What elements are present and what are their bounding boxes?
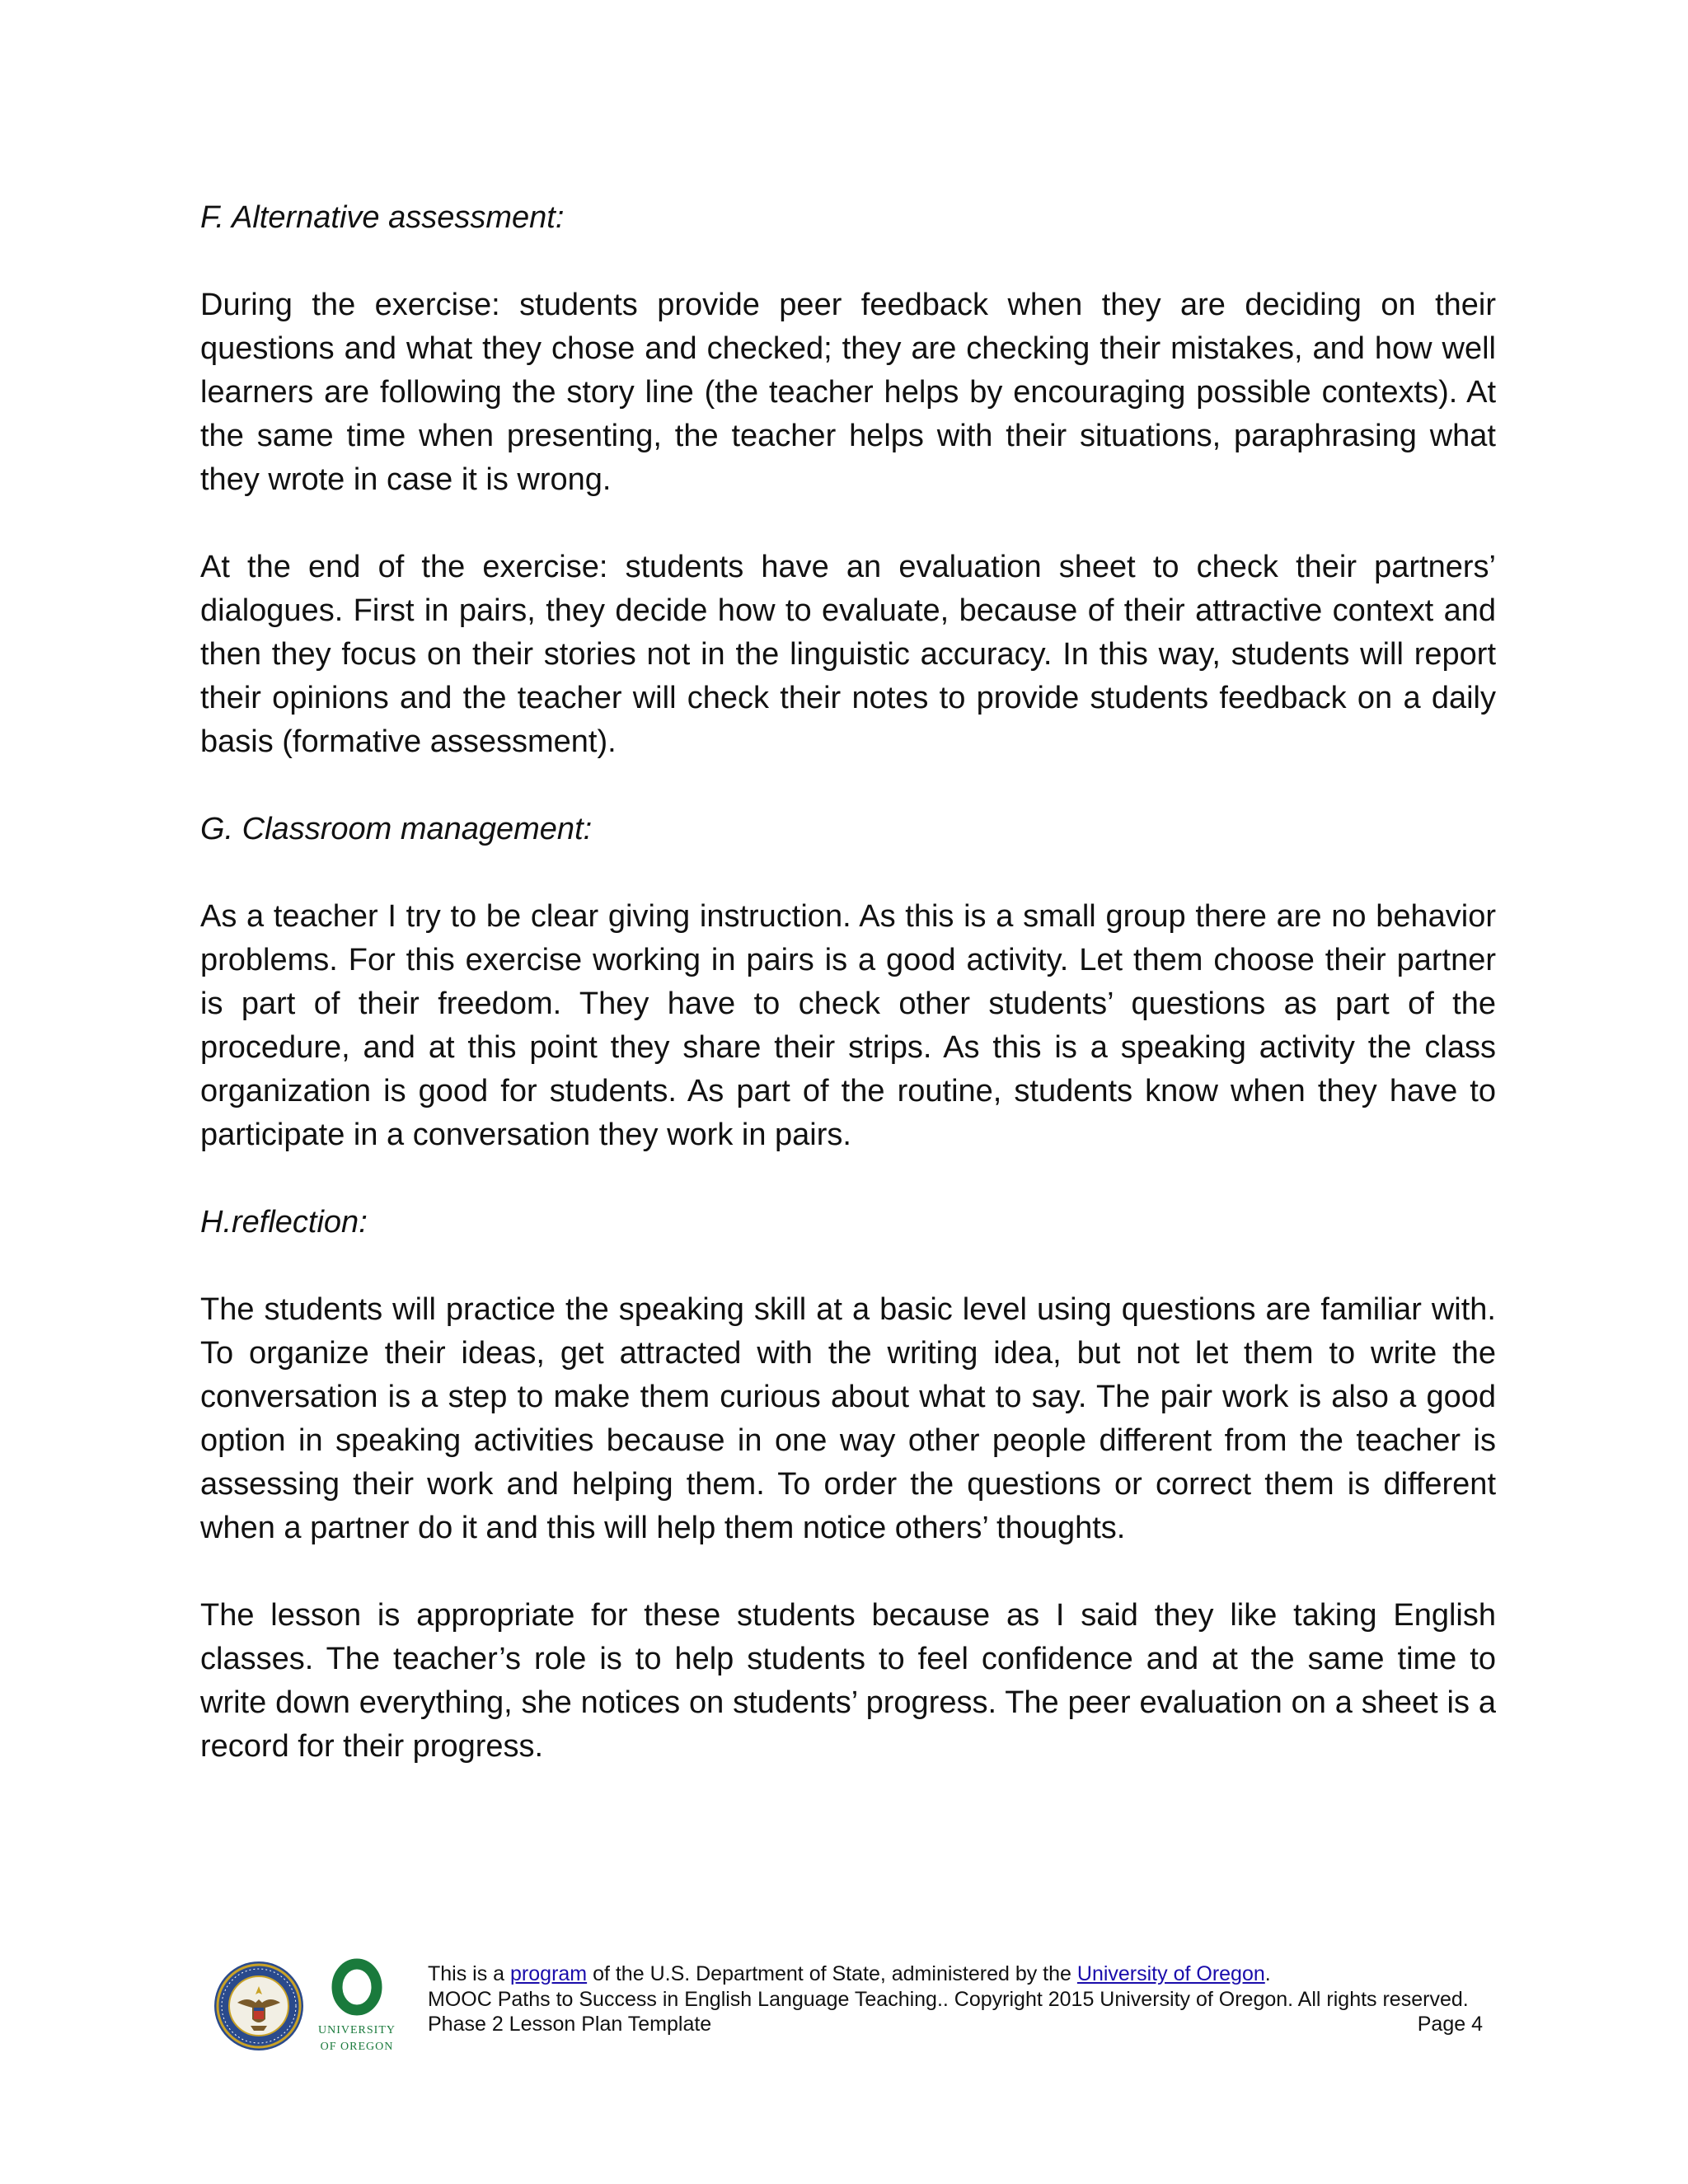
page-number: Page 4	[1417, 2013, 1483, 2036]
section-reflection	[200, 1201, 1496, 1769]
section-alternative-assessment	[200, 196, 1496, 764]
paragraph: At the end of the exercise: students have an evaluation sheet to check their partners’ dialogues. First in pairs, they decide how to evaluate, because of their attractive context and then they focus on their stories not in the linguistic accuracy. In this way, students will report their opinions and the teacher will check their notes to provide students feedback on a daily basis (formative assessment).	[200, 550, 1496, 759]
section-heading: F. Alternative assessment:	[200, 200, 565, 235]
paragraph: The lesson is appropriate for these students because as I said they like taking English classes. The teacher’s role is to help students to feel confidence and at the same time to write down everything, she notices on students’ progress. The peer evaluation on a sheet is a record for their progress.	[200, 1598, 1496, 1764]
program-link[interactable]: program	[510, 1962, 588, 1985]
paragraph: During the exercise: students provide peer feedback when they are deciding on their questions and what they chose and checked; they are checking their mistakes, and how well learners are following the story line (the teacher helps by encouraging possible contexts). At the same time when presenting, the teacher helps with their situations, paraphrasing what they wrote in case it is wrong.	[200, 288, 1496, 497]
department-of-state-seal-icon	[213, 1960, 305, 2052]
section-heading: G. Classroom management:	[200, 812, 593, 846]
footer-copyright: MOOC Paths to Success in English Language Teaching.. Copyright 2015 University of Oregon. All rights reserved.	[428, 1987, 1469, 2011]
university-of-oregon-link[interactable]: University of Oregon	[1076, 1962, 1265, 1985]
university-of-oregon-logo-icon	[315, 1957, 399, 2056]
footer-text-fragment: .	[1264, 1962, 1271, 1985]
footer-line-3	[428, 2012, 1483, 2037]
svg-text:UNIVERSITY: UNIVERSITY	[318, 2024, 396, 2036]
paragraph: The students will practice the speaking skill at a basic level using questions are familiar with. To organize their ideas, get attracted with the writing idea, but not let them to write the conversation is a step to make them curious about what to say. The pair work is also a good option in speaking activities because in one way other people different from the teacher is assessing their work and helping them. To order the questions or correct them is different when a partner do it and this will help them notice others’ thoughts.	[200, 1292, 1496, 1545]
paragraph: As a teacher I try to be clear giving instruction. As this is a small group there are no behavior problems. For this exercise working in pairs is a good activity. Let them choose their partner is part of their freedom. They have to check other students’ questions as part of the procedure, and at this point they share their strips. As this is a speaking activity the class organization is good for students. As part of the routine, students know when they have to participate in a conversation they work in pairs.	[200, 899, 1496, 1152]
section-classroom-management	[200, 808, 1496, 1157]
footer-text-fragment: of the U.S. Department of State, administered by the	[587, 1962, 1077, 1985]
footer-text-fragment: This is a	[428, 1962, 511, 1985]
footer-text	[428, 1961, 1483, 2037]
section-heading: H.reflection:	[200, 1205, 368, 1240]
template-name: Phase 2 Lesson Plan Template	[428, 2013, 712, 2036]
document-body	[200, 196, 1496, 1812]
footer-line-1	[428, 1961, 1483, 1987]
svg-text:OF OREGON: OF OREGON	[320, 2041, 394, 2053]
